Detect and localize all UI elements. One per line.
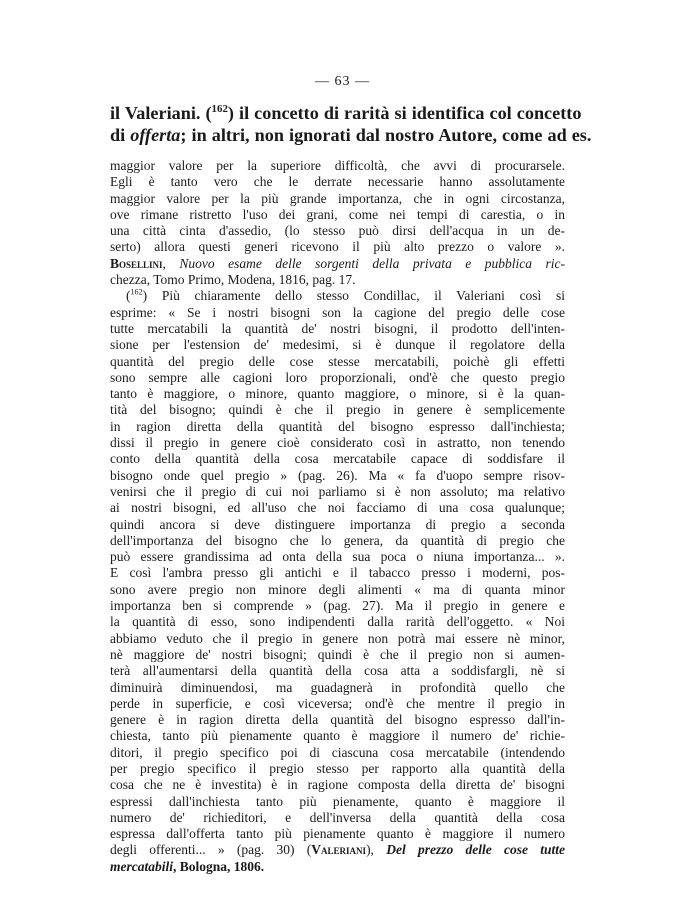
footnote-line: sione per l'estension de' medesimi, si è dunque il regolatore della <box>110 337 565 353</box>
footnote-line: chezza, Tomo Primo, Modena, 1816, pag. 17. <box>110 272 356 288</box>
footnote-line: maggior valore per la superiore difficoltà, che avvi di procurarsele. <box>110 158 565 173</box>
main-line2-start: di <box>110 125 131 145</box>
footnote-line: conto della quantità della cosa mercatabile capace di soddisfare il <box>110 451 565 467</box>
footnote-line: chiesta, tanto più pienamente quanto è maggiore il numero de' richie- <box>110 728 565 744</box>
footnote-line: esprime: « Se i nostri bisogni son la cagione del pregio delle cose <box>110 304 565 320</box>
footnote-line: numero de' richieditori, e dell'inversa della quantità della cosa <box>110 809 565 825</box>
citation-place-year: , Bologna, 1806. <box>173 858 265 874</box>
footnote-line: espressi dall'inchiesta tanto più pienamente, quanto è maggiore il <box>110 793 565 809</box>
footnote-line: ove rimane ristretto l'uso dei grani, come nei tempi di carestia, o in <box>110 206 565 222</box>
footnote-line: tità del bisogno; quindi è che il pregio in genere è semplicemente <box>110 402 565 418</box>
footnote-line: cosa che ne è investita) è in ragione composta della diretta de' bisogni <box>110 777 565 793</box>
book-title-valeriani-2: mercatabili <box>110 858 173 874</box>
footnote-line: per pregio specifico il pregio stesso per rapporto alla quantità della <box>110 760 565 776</box>
main-text-line-1 <box>110 102 582 124</box>
footnote-162-start: Più chiaramente dello stesso Condillac, il Valeriani così si <box>161 288 565 304</box>
footnote-line: sono sempre alle cagioni loro proporzionali, ond'è che questo pregio <box>110 369 565 385</box>
footnote-line: tutte mercatabili la quantità de' nostri bisogni, il prodotto dell'inten- <box>110 320 565 336</box>
footnote-line: dell'importanza del bisogno che lo genera, da quantità di pregio che <box>110 532 565 548</box>
footnote-line: una città cinta d'assedio, (lo stesso può dirsi dell'acqua in un de- <box>110 223 565 239</box>
footnote-line: perde in superficie, e così viceversa; ond'è che mentre il pregio in <box>110 695 565 711</box>
main-line2-italic: offerta <box>130 125 181 145</box>
footnote-line-citation-end <box>110 859 565 875</box>
footnote-line: E così l'ambra presso gli antichi e il tabacco presso i moderni, pos- <box>110 565 565 581</box>
footnote-line: ditori, il pregio specifico poi di ciascuna cosa mercatabile (intendendo <box>110 744 565 760</box>
footnote-line: maggior valore per la più grande importanza, che in ogni circostanza, <box>110 190 565 206</box>
footnote-line: in ragion diretta della quantità del bisogno espresso dall'inchiesta; <box>110 418 565 434</box>
footnote-line: espressa dall'offerta tanto più pienamente quanto è maggiore il numero <box>110 826 565 842</box>
footnote-line: ai nostri bisogni, ed all'uso che noi facciamo di una cosa qualunque; <box>110 500 565 516</box>
footnote-line: venirsi che il pregio di cui noi parliamo si è non assoluto; ma relativo <box>110 483 565 499</box>
footnote-line: quindi ancora si deve distinguere importanza di pregio a seconda <box>110 516 565 532</box>
main-text-line-2 <box>110 124 592 146</box>
footnote-line: nè maggiore de' nostri bisogni; quindi è che il pregio non si aumen- <box>110 646 565 662</box>
footnote-line: sono avere pregio non minore degli alimenti « ma di quanta minor <box>110 581 565 597</box>
main-text <box>110 102 592 146</box>
book-title-valeriani-1: Del prezzo delle cose tutte <box>386 842 565 858</box>
footnote-line: può essere grandissima ad onta della sua poca o niuna importanza... ». <box>110 549 565 565</box>
footnote-line: quantità del pregio delle cose stesse mercatabili, poichè gli effetti <box>110 353 565 369</box>
footnote-line: tanto è maggiore, o minore, quanto maggiore, o minore, si è la quan- <box>110 386 565 402</box>
main-line2-end: ; in altri, non ignorati dal nostro Autore, come ad es. <box>180 125 592 145</box>
main-line1-start: il Valeriani. ( <box>110 103 212 123</box>
footnote-line: Egli è tanto vero che le derrate necessarie hanno assolutamente <box>110 174 565 190</box>
page-number: — 63 — <box>315 74 370 89</box>
footnotes <box>110 158 565 875</box>
footnote-number: 162 <box>130 288 143 297</box>
main-line1-end: ) il concetto di rarità si identifica col concetto <box>227 103 582 123</box>
footnote-line: la quantità di esso, sono indipendenti dalla rarità dell'oggetto. « Noi <box>110 614 565 630</box>
footnote-line: terà all'aumentarsi della quantità della cosa atta a soddisfargli, nè si <box>110 663 565 679</box>
author-bosellini: Bosellini <box>110 255 163 271</box>
footnote-line-162: ($^{162}$) Più chiaramente dello stesso Condillac, il Valeriani così si <box>126 288 565 304</box>
footnote-line: serto) allora questi generi ricevono il più alto prezzo o valore ». <box>110 239 565 255</box>
citation-page-ref: degli offerenti... » (pag. 30) <box>110 842 295 858</box>
footnote-line: bisogno onde quel pregio » (pag. 26). Ma « fa d'uopo sempre risov- <box>110 467 565 483</box>
book-title-bosellini: Nuovo esame delle sorgenti della privata e pubblica ric- <box>179 255 565 271</box>
footnote-line-citation: degli offerenti... » (pag. 30) (Valeriani), Del prezzo delle cose tutte <box>110 842 565 858</box>
footnote-line: importanza ben si comprende » (pag. 27). Ma il pregio in genere e <box>110 598 565 614</box>
footnote-line: diminuirà diminuendosi, ma guadagnerà in profondità quello che <box>110 679 565 695</box>
footnote-line: genere è in ragion diretta della quantità del bisogno espresso dall'in- <box>110 712 565 728</box>
footnote-line: dissi il pregio in genere cioè considerato così in astratto, non tenendo <box>110 435 565 451</box>
footnote-line-citation: Bosellini, Nuovo esame delle sorgenti della privata e pubblica ric- <box>110 255 565 271</box>
footnote-ref: 162 <box>211 102 228 115</box>
author-valeriani: Valeriani <box>311 842 367 858</box>
footnote-line: abbiamo veduto che il pregio in genere non potrà mai essere nè minor, <box>110 630 565 646</box>
